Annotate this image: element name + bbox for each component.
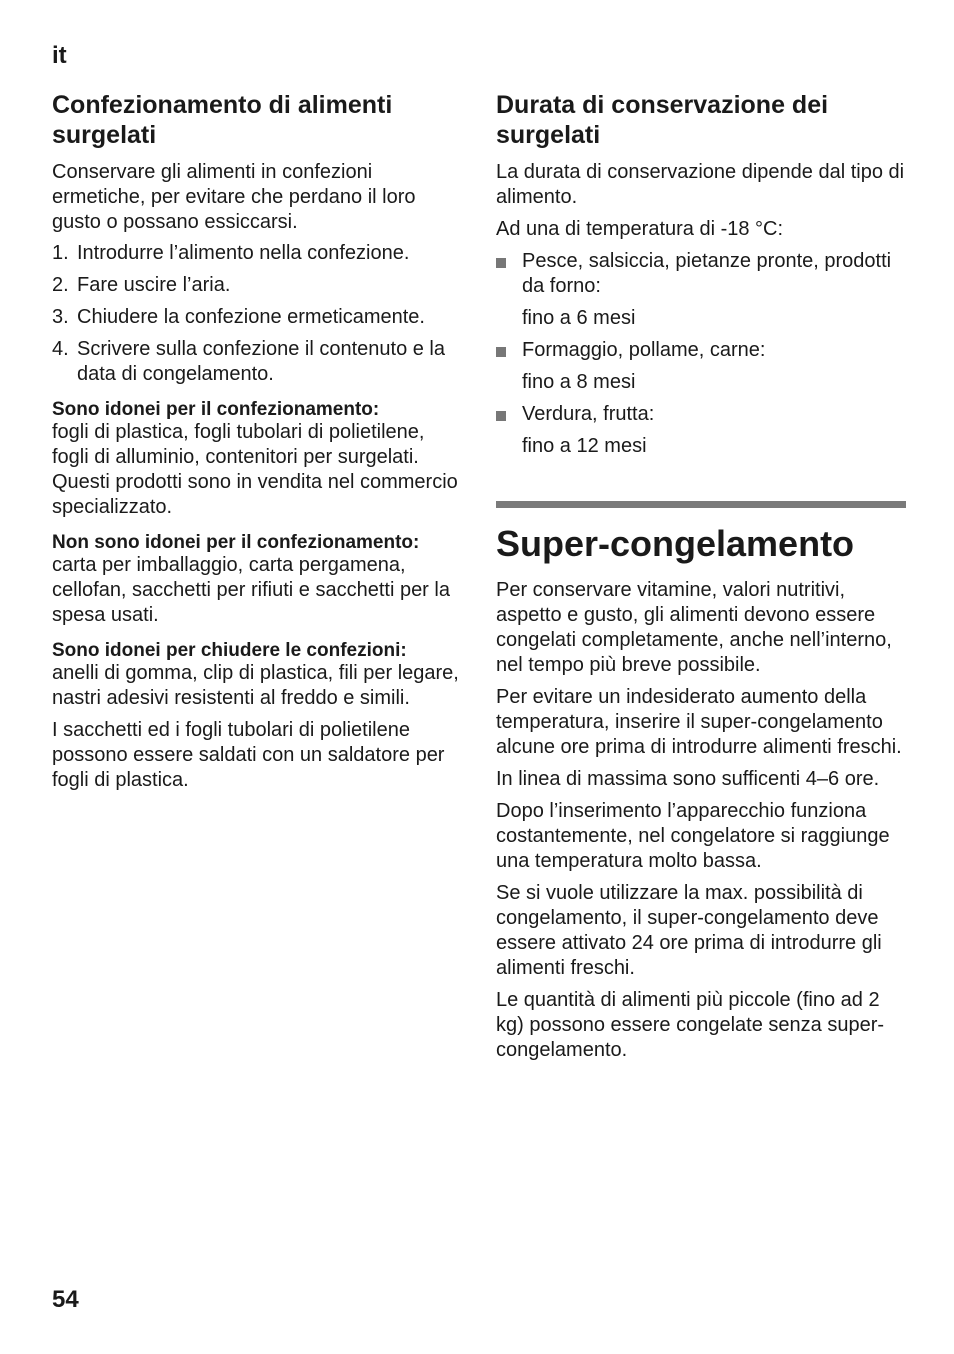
suitable-note: Questi prodotti sono in vendita nel commercio specializzato.	[52, 471, 458, 518]
packaging-steps	[52, 241, 462, 387]
packaging-heading: Confezionamento di alimenti surgelati	[52, 91, 393, 149]
page-number: 54	[52, 1286, 79, 1313]
step-item	[52, 273, 462, 298]
step-number: 3.	[52, 306, 69, 328]
left-column	[52, 90, 462, 793]
food-category: Pesce, salsiccia, pietanze pronte, prodotti da forno:	[522, 250, 892, 297]
super-freeze-paragraph: Per evitare un indesiderato aumento della temperatura, inserire il super-congelamento alcune ore prima di introdurre alimenti freschi.	[496, 686, 902, 758]
super-freeze-paragraph: In linea di massima sono sufficenti 4–6 ore.	[496, 768, 880, 790]
bullet-icon	[496, 411, 506, 421]
temperature-line: Ad una di temperatura di -18 °C:	[496, 218, 784, 240]
suitable-label: Sono idonei per il confezionamento:	[52, 399, 380, 420]
list-item	[496, 249, 906, 299]
step-item	[52, 337, 462, 387]
super-freeze-paragraph: Se si vuole utilizzare la max. possibilità di congelamento, il super-congelamento deve essere attivato 24 ore prima di introdurre gli alimenti freschi.	[496, 882, 882, 979]
step-item	[52, 305, 462, 330]
storage-intro: La durata di conservazione dipende dal tipo di alimento.	[496, 161, 905, 208]
packaging-intro: Conservare gli alimenti in confezioni ermetiche, per evitare che perdano il loro gusto o possano essiccarsi.	[52, 161, 416, 233]
bullet-icon	[496, 347, 506, 357]
storage-duration-heading: Durata di conservazione dei surgelati	[496, 91, 829, 149]
right-column	[496, 90, 906, 1070]
step-text: Scrivere sulla confezione il contenuto e la data di congelamento.	[77, 338, 445, 385]
unsuitable-label: Non sono idonei per il confezionamento:	[52, 532, 420, 553]
list-item	[496, 338, 906, 363]
super-freeze-paragraph: Per conservare vitamine, valori nutritivi, aspetto e gusto, gli alimenti devono essere congelati completamente, anche nell’interno, nel tempo più breve possibile.	[496, 579, 892, 676]
step-item	[52, 241, 462, 266]
storage-list	[496, 249, 906, 299]
super-freeze-heading: Super-congelamento	[496, 523, 855, 564]
storage-list	[496, 338, 906, 363]
step-number: 2.	[52, 274, 69, 296]
language-code: it	[52, 42, 67, 69]
list-item	[496, 402, 906, 427]
bullet-icon	[496, 258, 506, 268]
closing-text: anelli di gomma, clip di plastica, fili per legare, nastri adesivi resistenti al freddo e simili.	[52, 662, 459, 709]
step-text: Introdurre l’alimento nella confezione.	[77, 242, 410, 264]
duration-value: fino a 6 mesi	[522, 307, 636, 329]
step-number: 1.	[52, 242, 69, 264]
food-category: Formaggio, pollame, carne:	[522, 339, 766, 361]
section-divider	[496, 501, 906, 508]
super-freeze-paragraph: Dopo l’inserimento l’apparecchio funziona costantemente, nel congelatore si raggiunge una temperatura molto bassa.	[496, 800, 890, 872]
step-number: 4.	[52, 338, 69, 360]
sealing-note: I sacchetti ed i fogli tubolari di polietilene possono essere saldati con un saldatore per fogli di plastica.	[52, 719, 445, 791]
storage-list	[496, 402, 906, 427]
suitable-text: fogli di plastica, fogli tubolari di polietilene, fogli di alluminio, contenitori per surgelati.	[52, 421, 425, 468]
closing-label: Sono idonei per chiudere le confezioni:	[52, 640, 407, 661]
duration-value: fino a 8 mesi	[522, 371, 636, 393]
duration-value: fino a 12 mesi	[522, 435, 647, 457]
food-category: Verdura, frutta:	[522, 403, 655, 425]
step-text: Fare uscire l’aria.	[77, 274, 231, 296]
unsuitable-text: carta per imballaggio, carta pergamena, cellofan, sacchetti per rifiuti e sacchetti per la spesa usati.	[52, 554, 450, 626]
step-text: Chiudere la confezione ermeticamente.	[77, 306, 425, 328]
super-freeze-paragraph: Le quantità di alimenti più piccole (fino ad 2 kg) possono essere congelate senza super-congelamento.	[496, 989, 885, 1061]
